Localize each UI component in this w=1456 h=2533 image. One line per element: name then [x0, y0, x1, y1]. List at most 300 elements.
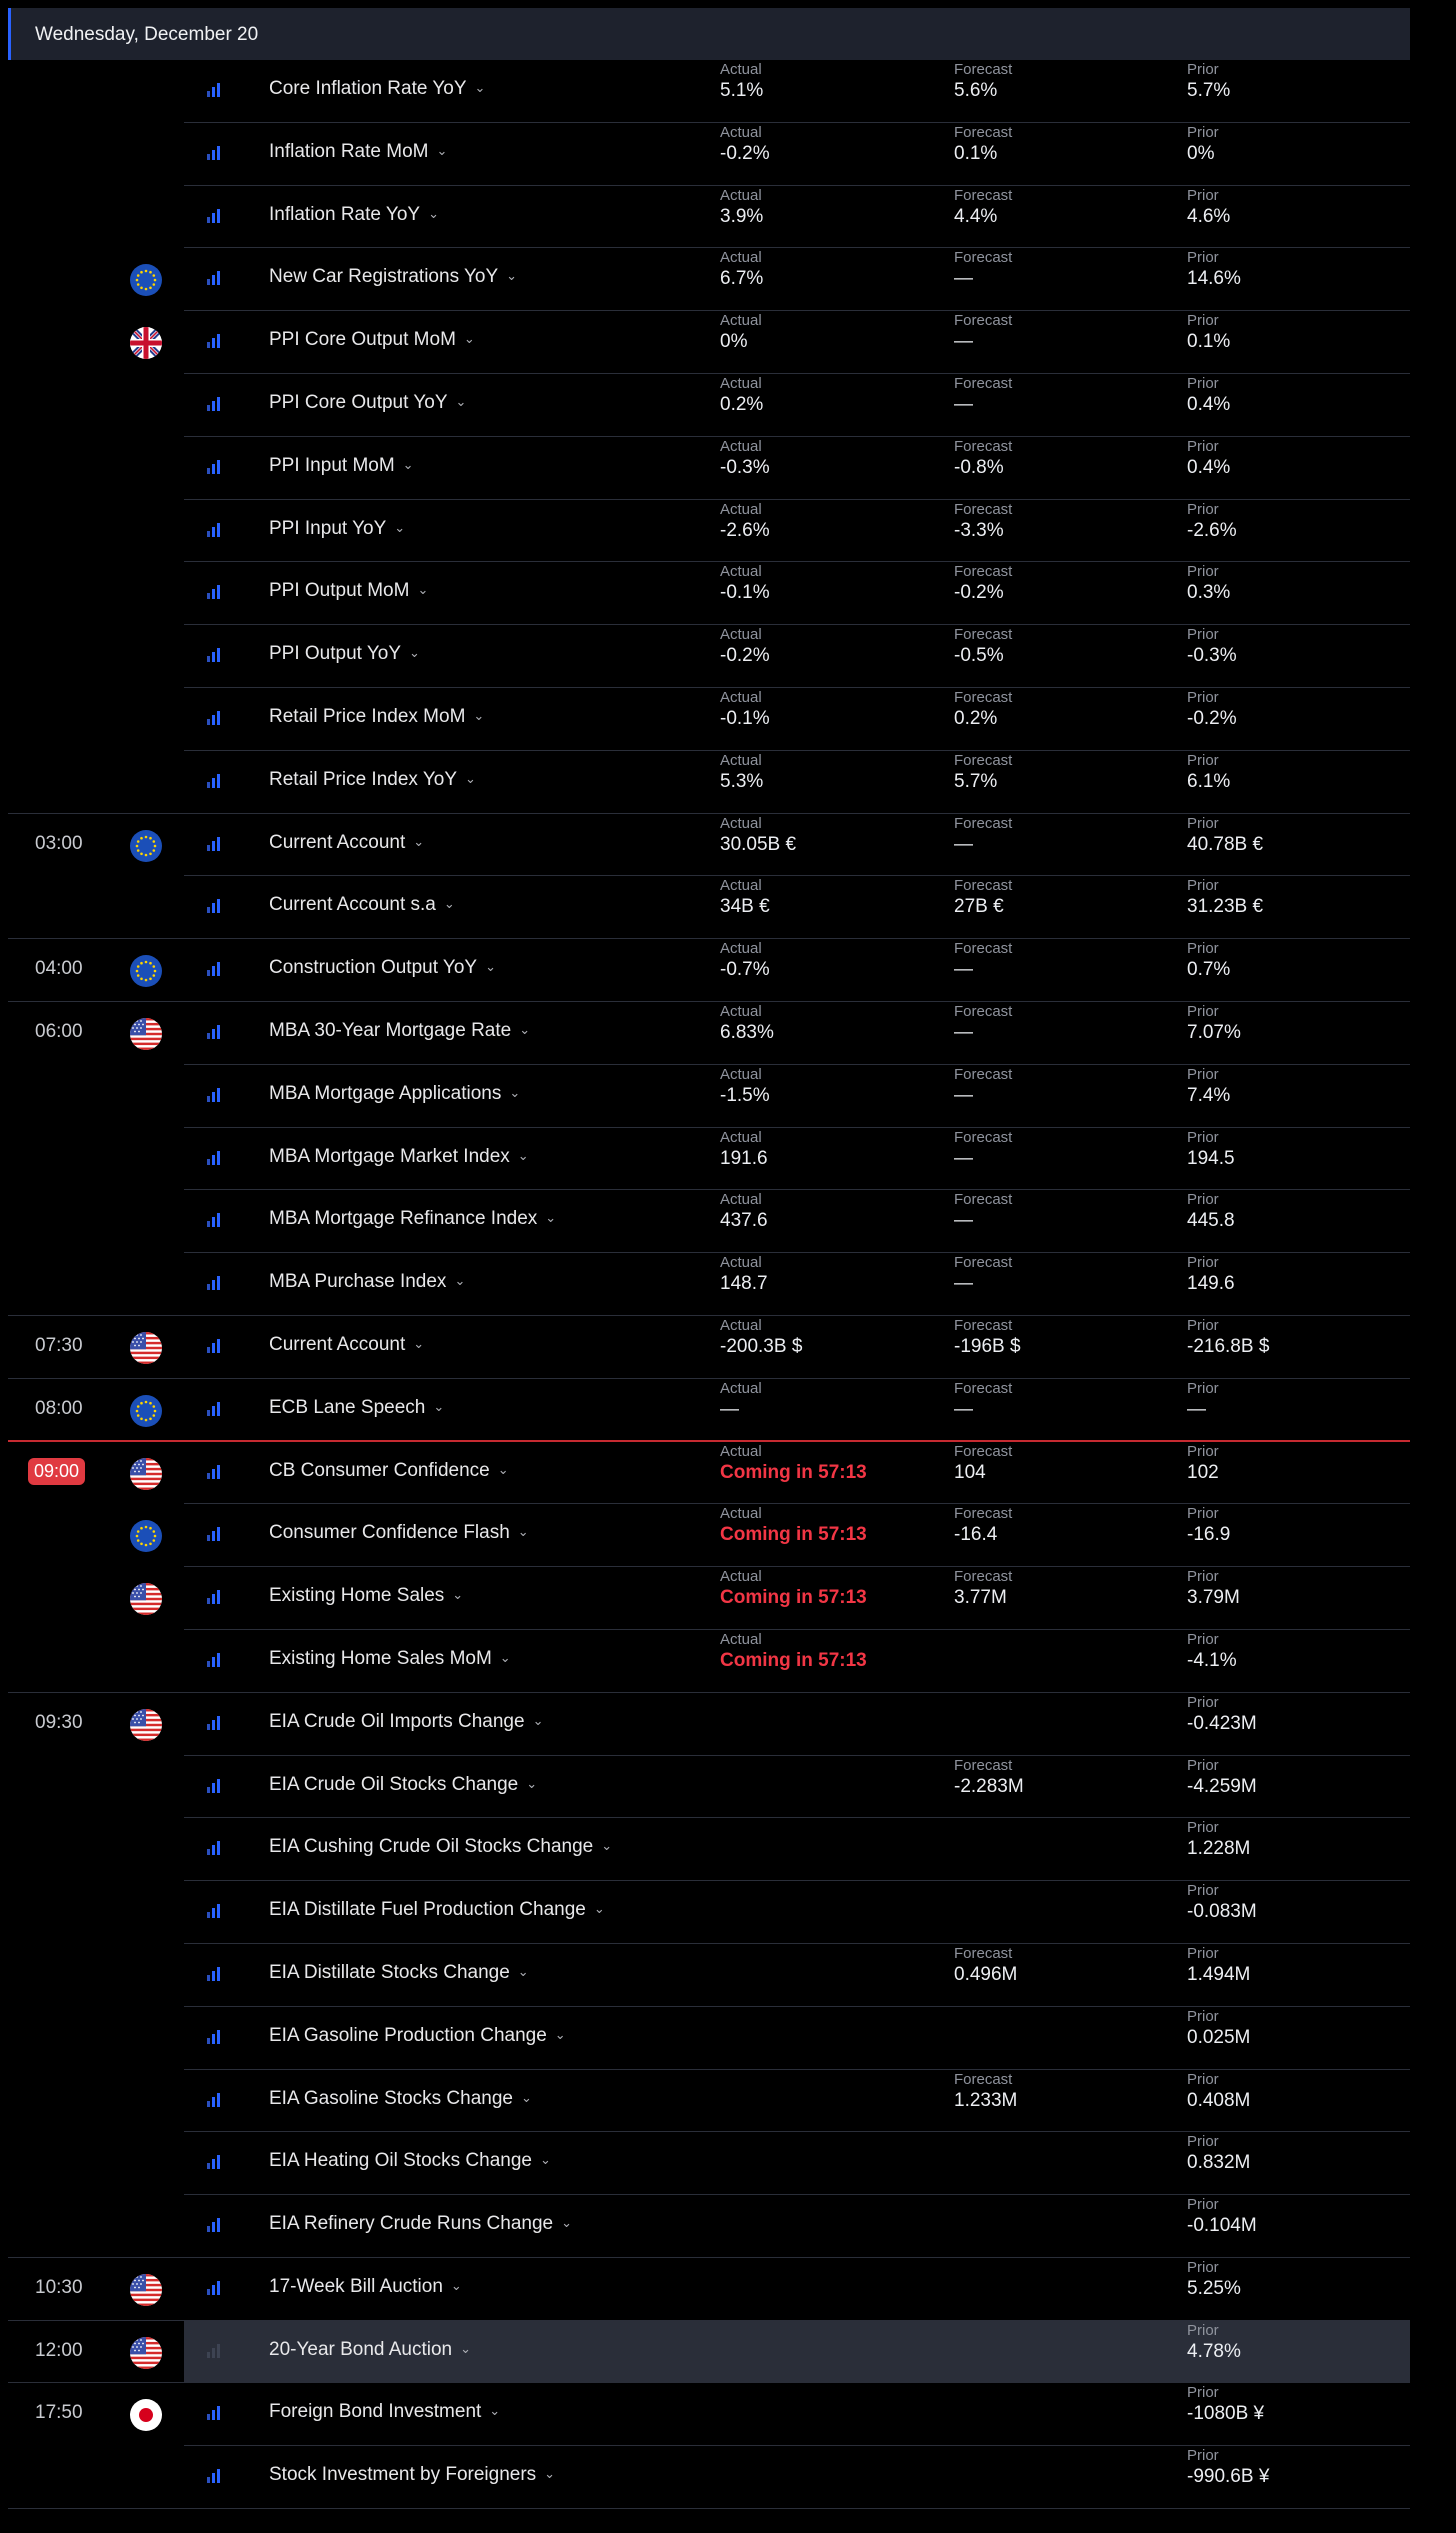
event-row[interactable] [0, 1442, 1456, 1505]
event-name[interactable] [269, 518, 405, 540]
forecast-value: -0.2% [954, 582, 1004, 604]
forecast-value: — [954, 1210, 973, 1232]
importance-bars-icon [206, 710, 222, 726]
chevron-down-icon[interactable]: ⌄ [455, 393, 467, 409]
events-list [0, 60, 1456, 2509]
event-row[interactable] [0, 1379, 1456, 1442]
prior-value: 1.494M [1187, 1963, 1251, 1985]
forecast-value: 3.77M [954, 1587, 1007, 1609]
prior-value: -0.104M [1187, 2215, 1257, 2237]
prior-value: 0.4% [1187, 393, 1231, 415]
chevron-down-icon[interactable]: ⌄ [561, 2215, 573, 2231]
actual-value: -0.2% [720, 645, 770, 667]
flag-us-icon [130, 2274, 162, 2306]
chevron-down-icon[interactable]: ⌄ [417, 582, 429, 598]
prior-value: 31.23B € [1187, 896, 1264, 918]
flag-us-icon [130, 2337, 162, 2369]
event-name[interactable] [269, 1334, 424, 1356]
importance-bars-icon [206, 2405, 222, 2421]
importance-bars-icon [206, 2154, 222, 2170]
actual-label: Actual [720, 374, 762, 392]
event-name[interactable] [269, 1460, 509, 1482]
prior-label: Prior [1187, 2070, 1219, 2088]
actual-label: Actual [720, 186, 762, 204]
actual-label: Actual [720, 1630, 762, 1648]
forecast-value: 104 [954, 1461, 986, 1483]
forecast-label: Forecast [954, 186, 1013, 204]
prior-value: 4.78% [1187, 2340, 1241, 2362]
event-name-label: ECB Lane Speech [269, 1396, 426, 1418]
prior-label: Prior [1187, 1379, 1219, 1397]
event-name[interactable] [269, 1711, 543, 1733]
forecast-label: Forecast [954, 2070, 1013, 2088]
event-name-label: EIA Crude Oil Imports Change [269, 1710, 525, 1732]
event-name[interactable] [269, 1836, 612, 1858]
event-row[interactable] [0, 374, 1456, 437]
actual-label: Actual [720, 1505, 762, 1523]
event-name-label: PPI Input YoY [269, 517, 387, 539]
forecast-label: Forecast [954, 1756, 1013, 1774]
forecast-value: -196B $ [954, 1335, 1021, 1357]
chevron-down-icon[interactable]: ⌄ [509, 1084, 521, 1100]
chevron-down-icon[interactable]: ⌄ [474, 80, 486, 95]
forecast-value: — [954, 1273, 973, 1295]
chevron-down-icon[interactable]: ⌄ [544, 2466, 556, 2482]
prior-label: Prior [1187, 563, 1219, 581]
event-name[interactable] [269, 392, 466, 414]
prior-label: Prior [1187, 61, 1219, 78]
event-name[interactable] [269, 2025, 566, 2047]
event-name-label: 20-Year Bond Auction [269, 2338, 453, 2360]
event-name-label: EIA Gasoline Production Change [269, 2024, 547, 2046]
forecast-value: 5.7% [954, 770, 998, 792]
prior-value: -4.1% [1187, 1649, 1237, 1671]
actual-value: Coming in 57:13 [720, 1524, 867, 1546]
event-name[interactable] [269, 580, 428, 602]
chevron-down-icon[interactable]: ⌄ [450, 2277, 462, 2293]
forecast-value: — [954, 1084, 973, 1106]
event-name-label: MBA Mortgage Applications [269, 1082, 502, 1104]
event-name[interactable] [269, 706, 484, 728]
event-name[interactable] [269, 894, 455, 916]
importance-bars-icon [206, 1840, 222, 1856]
importance-bars-icon [206, 584, 222, 600]
importance-bars-icon [206, 836, 222, 852]
prior-value: 149.6 [1187, 1273, 1235, 1295]
prior-label: Prior [1187, 2196, 1219, 2214]
prior-value: 5.7% [1187, 80, 1231, 101]
chevron-down-icon[interactable]: ⌄ [526, 1775, 538, 1791]
flag-eu-icon [130, 1520, 162, 1552]
chevron-down-icon[interactable]: ⌄ [409, 645, 420, 661]
event-row[interactable] [0, 814, 1456, 877]
event-time: 10:30 [35, 2276, 83, 2298]
prior-label: Prior [1187, 1254, 1219, 1272]
chevron-down-icon[interactable]: ⌄ [443, 896, 455, 912]
forecast-value: -16.4 [954, 1524, 998, 1546]
forecast-label: Forecast [954, 688, 1013, 706]
actual-value: Coming in 57:13 [720, 1649, 867, 1671]
event-row[interactable] [0, 1002, 1456, 1065]
forecast-value: 5.6% [954, 80, 998, 101]
chevron-down-icon[interactable]: ⌄ [532, 1712, 544, 1728]
importance-bars-icon [206, 898, 222, 914]
chevron-down-icon[interactable]: ⌄ [499, 1649, 511, 1665]
chevron-down-icon[interactable]: ⌄ [519, 1021, 531, 1037]
event-time: 07:30 [35, 1334, 83, 1356]
flag-us-icon [130, 1458, 162, 1490]
chevron-down-icon[interactable]: ⌄ [460, 2340, 472, 2356]
prior-label: Prior [1187, 688, 1219, 706]
event-name[interactable] [269, 1020, 530, 1042]
event-row[interactable] [0, 2070, 1456, 2133]
forecast-value: -3.3% [954, 519, 1004, 541]
event-name-label: PPI Core Output MoM [269, 329, 456, 351]
chevron-down-icon[interactable]: ⌄ [454, 1273, 466, 1289]
event-name[interactable] [269, 141, 447, 163]
actual-value: -200.3B $ [720, 1335, 803, 1357]
chevron-down-icon[interactable]: ⌄ [473, 707, 485, 723]
actual-value: 6.7% [720, 268, 764, 290]
actual-label: Actual [720, 751, 762, 769]
event-time: 17:50 [35, 2402, 83, 2424]
forecast-label: Forecast [954, 1002, 1013, 1020]
event-name[interactable] [269, 329, 475, 351]
importance-bars-icon [206, 647, 222, 663]
event-row[interactable] [0, 1253, 1456, 1316]
event-row[interactable] [0, 2383, 1456, 2446]
event-name[interactable] [269, 2276, 462, 2298]
chevron-down-icon[interactable]: ⌄ [517, 1147, 529, 1163]
event-name-label: Foreign Bond Investment [269, 2401, 482, 2423]
forecast-label: Forecast [954, 437, 1013, 455]
prior-value: 0.3% [1187, 582, 1231, 604]
chevron-down-icon[interactable]: ⌄ [428, 205, 439, 221]
actual-value: -0.1% [720, 707, 770, 729]
event-row[interactable] [0, 60, 1456, 123]
event-row[interactable] [0, 2195, 1456, 2258]
forecast-value: 1.233M [954, 2089, 1018, 2111]
forecast-value: 27B € [954, 896, 1004, 918]
event-row[interactable] [0, 2132, 1456, 2195]
actual-value: -1.5% [720, 1084, 770, 1106]
chevron-down-icon[interactable]: ⌄ [601, 1838, 613, 1854]
importance-bars-icon [206, 2092, 222, 2108]
event-time: 04:00 [35, 958, 83, 980]
importance-bars-icon [206, 1526, 222, 1542]
actual-label: Actual [720, 626, 762, 644]
flag-us-icon [130, 1709, 162, 1741]
prior-label: Prior [1187, 500, 1219, 518]
prior-label: Prior [1187, 1756, 1219, 1774]
event-row[interactable] [0, 248, 1456, 311]
forecast-label: Forecast [954, 123, 1013, 141]
event-name[interactable] [269, 1397, 444, 1419]
forecast-label: Forecast [954, 877, 1013, 895]
prior-label: Prior [1187, 940, 1219, 958]
prior-label: Prior [1187, 2007, 1219, 2025]
actual-label: Actual [720, 688, 762, 706]
forecast-value: -0.5% [954, 645, 1004, 667]
chevron-down-icon[interactable]: ⌄ [436, 142, 448, 158]
forecast-label: Forecast [954, 500, 1013, 518]
chevron-down-icon[interactable]: ⌄ [545, 1210, 557, 1226]
event-name-label: EIA Crude Oil Stocks Change [269, 1773, 519, 1795]
prior-value: 40.78B € [1187, 833, 1264, 855]
prior-value: 1.228M [1187, 1838, 1251, 1860]
chevron-down-icon[interactable]: ⌄ [465, 770, 476, 786]
event-name[interactable] [269, 1271, 465, 1293]
chevron-down-icon[interactable]: ⌄ [517, 1524, 529, 1540]
row-separator [8, 2508, 1410, 2509]
chevron-down-icon[interactable]: ⌄ [485, 959, 496, 975]
forecast-label: Forecast [954, 814, 1013, 832]
event-row[interactable] [0, 1756, 1456, 1819]
forecast-value: — [954, 268, 973, 290]
event-row[interactable] [0, 1190, 1456, 1253]
event-time: 03:00 [35, 832, 83, 854]
forecast-label: Forecast [954, 1065, 1013, 1083]
actual-label: Actual [720, 500, 762, 518]
chevron-down-icon[interactable]: ⌄ [413, 833, 425, 849]
actual-value: 5.1% [720, 80, 764, 101]
actual-label: Actual [720, 1254, 762, 1272]
actual-label: Actual [720, 61, 762, 78]
forecast-label: Forecast [954, 626, 1013, 644]
event-name[interactable] [269, 1522, 529, 1544]
event-row[interactable] [0, 625, 1456, 688]
event-name[interactable] [269, 266, 517, 288]
event-row[interactable] [0, 123, 1456, 186]
event-name-label: Stock Investment by Foreigners [269, 2464, 537, 2486]
actual-label: Actual [720, 1128, 762, 1146]
prior-value: 3.79M [1187, 1587, 1240, 1609]
chevron-down-icon[interactable]: ⌄ [433, 1398, 445, 1414]
importance-bars-icon [206, 1903, 222, 1919]
actual-label: Actual [720, 123, 762, 141]
event-name-label: New Car Registrations YoY [269, 266, 499, 288]
event-name[interactable] [269, 1648, 511, 1670]
actual-label: Actual [720, 877, 762, 895]
importance-bars-icon [206, 1652, 222, 1668]
forecast-label: Forecast [954, 374, 1013, 392]
event-name[interactable] [269, 769, 476, 791]
prior-label: Prior [1187, 2258, 1219, 2276]
event-row[interactable] [0, 1065, 1456, 1128]
event-name-label: Retail Price Index YoY [269, 768, 458, 790]
event-name[interactable] [269, 832, 424, 854]
prior-value: 102 [1187, 1461, 1219, 1483]
event-name[interactable] [269, 1774, 537, 1796]
prior-value: 7.4% [1187, 1084, 1231, 1106]
event-row[interactable] [0, 1818, 1456, 1881]
flag-gb-icon [130, 327, 162, 359]
prior-label: Prior [1187, 1128, 1219, 1146]
actual-value: — [720, 1398, 739, 1420]
importance-bars-icon [206, 1966, 222, 1982]
event-name-label: Current Account [269, 831, 406, 853]
chevron-down-icon[interactable]: ⌄ [517, 1963, 529, 1979]
actual-value: -0.3% [720, 456, 770, 478]
event-name-label: PPI Input MoM [269, 454, 395, 476]
importance-bars-icon [206, 2468, 222, 2484]
chevron-down-icon[interactable]: ⌄ [394, 519, 406, 535]
event-name-label: MBA Mortgage Refinance Index [269, 1208, 538, 1230]
chevron-down-icon[interactable]: ⌄ [489, 2403, 501, 2419]
actual-value: Coming in 57:13 [720, 1461, 867, 1483]
forecast-label: Forecast [954, 1128, 1013, 1146]
importance-bars-icon [206, 1338, 222, 1354]
chevron-down-icon[interactable]: ⌄ [463, 331, 475, 347]
event-row[interactable] [0, 311, 1456, 374]
forecast-label: Forecast [954, 751, 1013, 769]
actual-value: -0.2% [720, 142, 770, 164]
actual-label: Actual [720, 814, 762, 832]
prior-value: 0% [1187, 142, 1215, 164]
chevron-down-icon[interactable]: ⌄ [554, 2026, 566, 2042]
event-name[interactable] [269, 1585, 463, 1607]
event-row[interactable] [0, 688, 1456, 751]
event-name-label: Existing Home Sales MoM [269, 1647, 492, 1669]
event-row[interactable] [0, 1693, 1456, 1756]
event-row[interactable] [0, 1316, 1456, 1379]
prior-value: 0.832M [1187, 2152, 1251, 2174]
prior-value: 0.408M [1187, 2089, 1251, 2111]
prior-label: Prior [1187, 312, 1219, 330]
event-name[interactable] [269, 1208, 556, 1230]
event-time: 06:00 [35, 1020, 83, 1042]
event-name-label: EIA Heating Oil Stocks Change [269, 2150, 532, 2172]
flag-eu-icon [130, 1395, 162, 1427]
prior-value: -216.8B $ [1187, 1335, 1270, 1357]
forecast-label: Forecast [954, 1442, 1013, 1460]
chevron-down-icon[interactable]: ⌄ [539, 2152, 551, 2168]
forecast-value: -0.8% [954, 456, 1004, 478]
event-row[interactable] [0, 751, 1456, 814]
event-row[interactable] [0, 2258, 1456, 2321]
event-name[interactable] [269, 2150, 551, 2172]
prior-label: Prior [1187, 1002, 1219, 1020]
flag-jp-icon [130, 2399, 162, 2431]
event-name[interactable] [269, 2088, 532, 2110]
chevron-down-icon[interactable]: ⌄ [413, 1335, 425, 1351]
event-name[interactable] [269, 2213, 572, 2235]
prior-value: -1080B ¥ [1187, 2403, 1265, 2425]
event-row[interactable] [0, 1881, 1456, 1944]
importance-bars-icon [206, 961, 222, 977]
prior-label: Prior [1187, 1882, 1219, 1900]
event-name[interactable] [269, 204, 439, 226]
event-row[interactable] [0, 2446, 1456, 2509]
prior-label: Prior [1187, 1505, 1219, 1523]
event-row[interactable] [0, 437, 1456, 500]
event-name-label: EIA Distillate Stocks Change [269, 1961, 510, 1983]
prior-label: Prior [1187, 2384, 1219, 2402]
actual-label: Actual [720, 312, 762, 330]
importance-bars-icon [206, 1150, 222, 1166]
event-name[interactable] [269, 1899, 605, 1921]
importance-bars-icon [206, 1024, 222, 1040]
prior-label: Prior [1187, 249, 1219, 267]
chevron-down-icon[interactable]: ⌄ [593, 1901, 605, 1917]
importance-bars-icon [206, 1401, 222, 1417]
event-name[interactable] [269, 2339, 471, 2361]
actual-label: Actual [720, 940, 762, 958]
event-row[interactable] [0, 186, 1456, 249]
event-row[interactable] [0, 1567, 1456, 1630]
event-row[interactable] [0, 1128, 1456, 1191]
event-row[interactable] [0, 2007, 1456, 2070]
event-name[interactable] [269, 1083, 520, 1105]
prior-value: -2.6% [1187, 519, 1237, 541]
actual-value: -0.7% [720, 959, 770, 981]
prior-label: Prior [1187, 814, 1219, 832]
chevron-down-icon[interactable]: ⌄ [506, 268, 518, 284]
actual-label: Actual [720, 1065, 762, 1083]
chevron-down-icon[interactable]: ⌄ [520, 2089, 532, 2105]
event-name[interactable] [269, 1146, 529, 1168]
importance-bars-icon [206, 459, 222, 475]
importance-bars-icon [206, 773, 222, 789]
forecast-value: 0.1% [954, 142, 998, 164]
importance-bars-icon [206, 2343, 222, 2359]
forecast-value: 4.4% [954, 205, 998, 227]
event-name[interactable] [269, 455, 414, 477]
event-row[interactable] [0, 2321, 1456, 2384]
event-row[interactable] [0, 939, 1456, 1002]
event-name[interactable] [269, 1962, 529, 1984]
event-name[interactable] [269, 2401, 500, 2423]
event-row[interactable] [0, 876, 1456, 939]
event-row[interactable] [0, 562, 1456, 625]
importance-bars-icon [206, 1212, 222, 1228]
actual-value: 6.83% [720, 1021, 774, 1043]
event-name-label: PPI Output MoM [269, 580, 410, 602]
chevron-down-icon[interactable]: ⌄ [402, 456, 414, 472]
chevron-down-icon[interactable]: ⌄ [497, 1461, 509, 1477]
event-name[interactable] [269, 643, 420, 665]
forecast-label: Forecast [954, 1379, 1013, 1397]
prior-label: Prior [1187, 1191, 1219, 1209]
event-row[interactable] [0, 500, 1456, 563]
event-row[interactable] [0, 1944, 1456, 2007]
event-name[interactable] [269, 2464, 555, 2486]
prior-label: Prior [1187, 1065, 1219, 1083]
prior-label: Prior [1187, 1944, 1219, 1962]
prior-value: -16.9 [1187, 1524, 1231, 1546]
chevron-down-icon[interactable]: ⌄ [452, 1587, 464, 1603]
actual-label: Actual [720, 563, 762, 581]
event-row[interactable] [0, 1630, 1456, 1693]
actual-value: 30.05B € [720, 833, 797, 855]
forecast-value: — [954, 393, 973, 415]
actual-value: 34B € [720, 896, 770, 918]
event-name[interactable] [269, 78, 485, 100]
actual-value: 0% [720, 331, 748, 353]
actual-value: 148.7 [720, 1273, 768, 1295]
importance-bars-icon [206, 1087, 222, 1103]
event-name[interactable] [269, 957, 496, 979]
prior-label: Prior [1187, 751, 1219, 769]
prior-label: Prior [1187, 877, 1219, 895]
forecast-value: — [954, 959, 973, 981]
importance-bars-icon [206, 208, 222, 224]
event-name-label: Current Account [269, 1333, 406, 1355]
forecast-label: Forecast [954, 1191, 1013, 1209]
prior-value: 5.25% [1187, 2277, 1241, 2299]
event-row[interactable] [0, 1504, 1456, 1567]
prior-label: Prior [1187, 1693, 1219, 1711]
